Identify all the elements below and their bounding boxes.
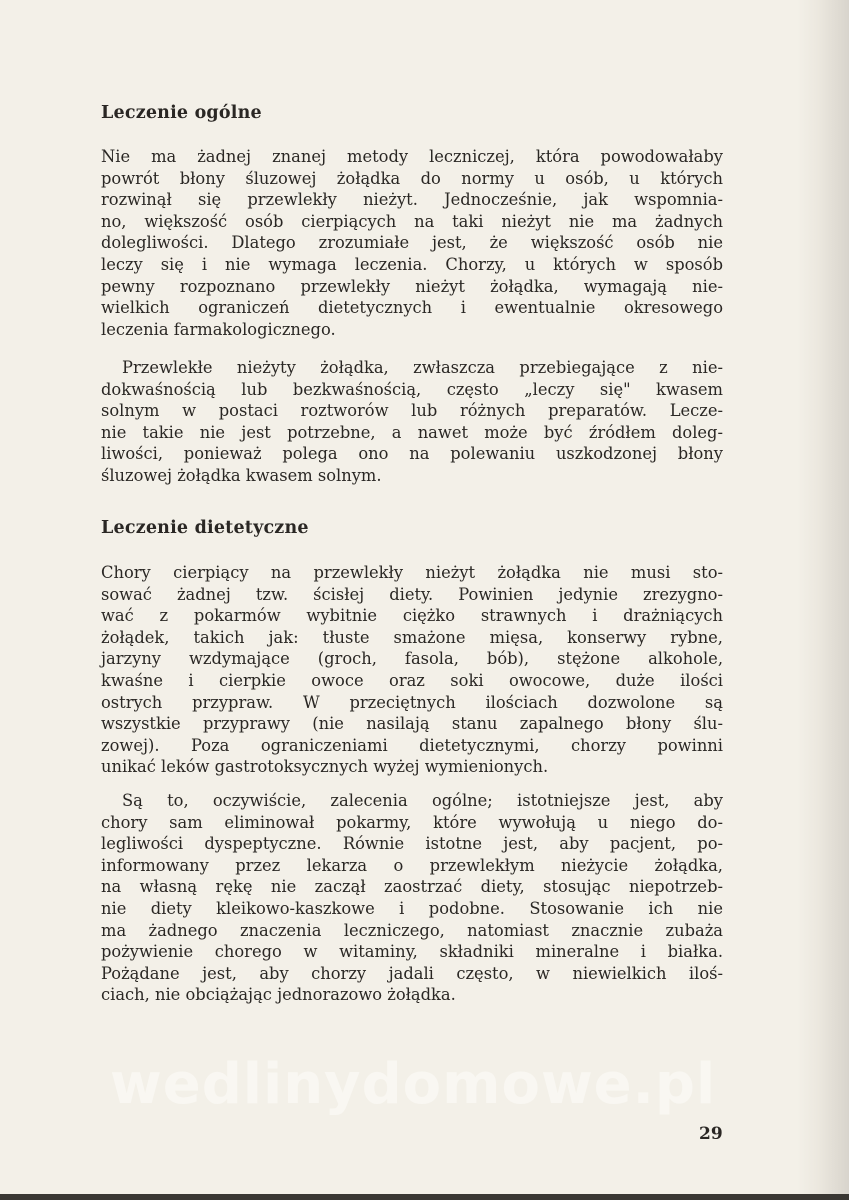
- text-line: liwości, ponieważ polega ono na polewaniu uszkodzonej błony: [101, 444, 723, 464]
- text-line: Są to, oczywiście, zalecenia ogólne; istotniejsze jest, aby: [122, 791, 723, 810]
- text-line: dolegliwości. Dlatego zrozumiałe jest, że większość osób nie: [101, 233, 723, 253]
- text-line: powrót błony śluzowej żołądka do normy u osób, u których: [101, 168, 723, 188]
- text-line: unikać leków gastrotoksycznych wyżej wymienionych.: [101, 757, 549, 777]
- text-line: informowany przez lekarza o przewlekłym nieżycie żołądka,: [101, 855, 723, 875]
- text-line: pożywienie chorego w witaminy, składniki mineralne i białka.: [101, 942, 723, 962]
- text-line: jarzyny wzdymające (groch, fasola, bób), stężone alkohole,: [101, 649, 723, 669]
- text-line: leczenia farmakologicznego.: [101, 319, 336, 339]
- text-line: zowej). Poza ograniczeniami dietetycznymi, chorzy powinni: [101, 735, 723, 755]
- page-number: 29: [699, 1124, 723, 1144]
- text-line: nie takie nie jest potrzebne, a nawet może być źródłem doleg-: [101, 422, 723, 442]
- text-line: pewny rozpoznano przewlekły nieżyt żołądka, wymagają nie-: [101, 276, 723, 296]
- text-line: leczy się i nie wymaga leczenia. Chorzy, u których w sposób: [101, 254, 723, 274]
- text-line: na własną rękę nie zaczął zaostrzać diety, stosując niepotrzeb-: [101, 877, 723, 897]
- text-line: ciach, nie obciążając jednorazowo żołądka.: [101, 985, 456, 1005]
- text-line: Nie ma żadnej znanej metody leczniczej, która powodowałaby: [101, 147, 723, 166]
- page-bottom-edge: [0, 1194, 849, 1200]
- text-line: Pożądane jest, aby chorzy jadali często, w niewielkich iloś-: [101, 963, 723, 983]
- text-line: wielkich ograniczeń dietetycznych i ewentualnie okresowego: [101, 298, 723, 318]
- text-line: ostrych przypraw. W przeciętnych ilościach dozwolone są: [101, 692, 723, 712]
- text-line: dokwaśnością lub bezkwaśnością, często „leczy się" kwasem: [101, 379, 723, 399]
- text-line: rozwinął się przewlekły nieżyt. Jednocześnie, jak wspomnia-: [101, 190, 723, 210]
- watermark: wedlinydomowe.pl: [110, 1052, 717, 1117]
- text-line: legliwości dyspeptyczne. Równie istotne jest, aby pacjent, po-: [101, 834, 723, 854]
- text-line: wszystkie przyprawy (nie nasilają stanu zapalnego błony ślu-: [101, 714, 723, 734]
- text-line: sować żadnej tzw. ścisłej diety. Powinien jedynie zrezygno-: [101, 584, 723, 604]
- paragraph: [101, 790, 723, 1006]
- paragraph: [101, 146, 723, 340]
- text-line: chory sam eliminował pokarmy, które wywołują u niego do-: [101, 812, 723, 832]
- text-line: Chory cierpiący na przewlekły nieżyt żołądka nie musi sto-: [101, 563, 723, 582]
- paragraph: [101, 357, 723, 487]
- text-line: śluzowej żołądka kwasem solnym.: [101, 465, 382, 485]
- text-line: nie diety kleikowo-kaszkowe i podobne. Stosowanie ich nie: [101, 898, 723, 918]
- text-line: wać z pokarmów wybitnie ciężko strawnych i drażniących: [101, 606, 723, 626]
- section-heading: Leczenie ogólne: [101, 103, 262, 123]
- paragraph: [101, 562, 723, 778]
- page-edge-shadow: [797, 0, 849, 1200]
- text-line: kwaśne i cierpkie owoce oraz soki owocowe, duże ilości: [101, 670, 723, 690]
- text-line: żołądek, takich jak: tłuste smażone mięsa, konserwy rybne,: [101, 627, 723, 647]
- text-line: ma żadnego znaczenia leczniczego, natomiast znacznie zubaża: [101, 920, 723, 940]
- text-line: Przewlekłe nieżyty żołądka, zwłaszcza przebiegające z nie-: [122, 358, 723, 377]
- section-heading: Leczenie dietetyczne: [101, 518, 309, 538]
- text-line: no, większość osób cierpiących na taki nieżyt nie ma żadnych: [101, 211, 723, 231]
- text-line: solnym w postaci roztworów lub różnych preparatów. Lecze-: [101, 401, 723, 421]
